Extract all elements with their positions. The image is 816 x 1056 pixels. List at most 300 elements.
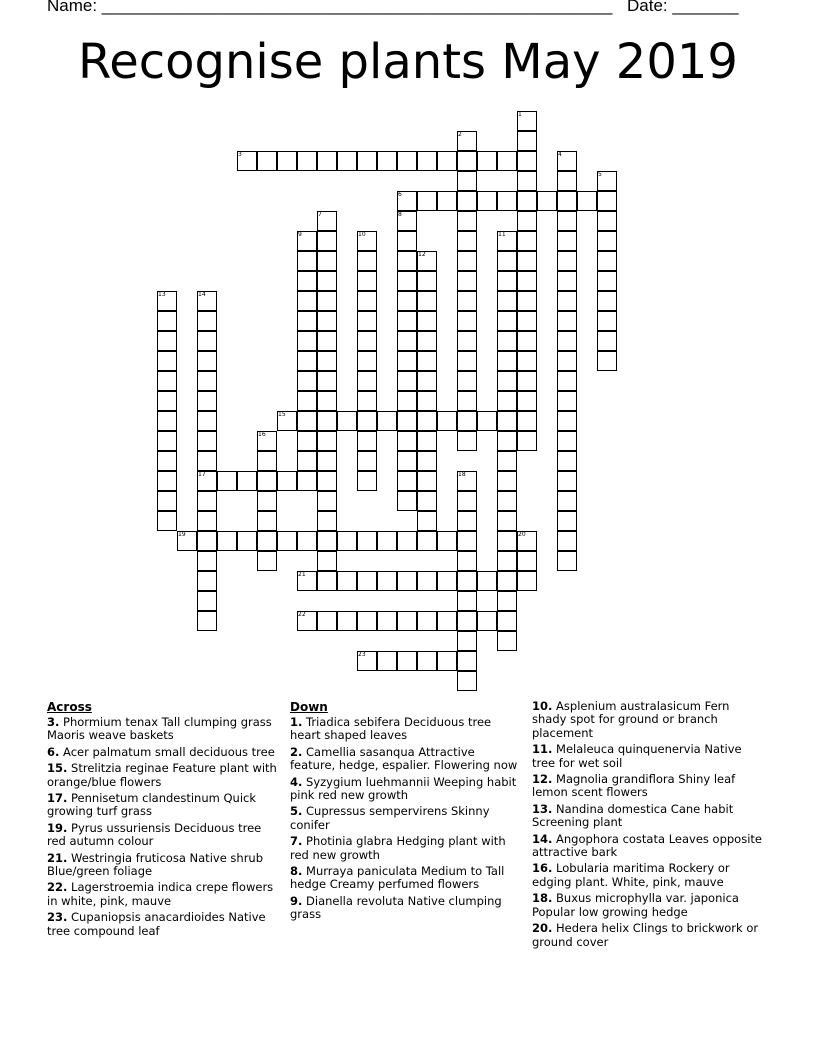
grid-cell[interactable] (297, 471, 317, 491)
grid-cell[interactable] (357, 371, 377, 391)
grid-cell[interactable] (417, 431, 437, 451)
clue-number-label: 12. (532, 772, 553, 787)
grid-cell[interactable] (357, 271, 377, 291)
grid-cell[interactable] (357, 251, 377, 271)
grid-cell[interactable] (337, 151, 357, 171)
grid-cell[interactable] (357, 411, 377, 431)
grid-cell[interactable] (477, 191, 497, 211)
grid-cell[interactable] (377, 411, 397, 431)
grid-cell[interactable] (397, 311, 417, 331)
grid-cell[interactable] (317, 491, 337, 511)
grid-cell[interactable] (557, 531, 577, 551)
clue-number-label: 4. (290, 774, 303, 789)
grid-cell[interactable] (357, 431, 377, 451)
down-clues (290, 700, 520, 925)
grid-cell[interactable] (357, 331, 377, 351)
grid-cell[interactable] (457, 631, 477, 651)
grid-cell[interactable] (417, 611, 437, 631)
grid-cell[interactable] (457, 251, 477, 271)
grid-cell[interactable] (317, 291, 337, 311)
clue-number-label: 6. (47, 744, 60, 759)
grid-cell[interactable] (417, 491, 437, 511)
grid-cell[interactable] (477, 151, 497, 171)
grid-cell[interactable] (397, 251, 417, 271)
clue-text: Cupaniopsis anacardioides Native tree compound leaf (47, 910, 266, 938)
grid-cell[interactable] (397, 231, 417, 251)
clue-text: Buxus microphylla var. japonica Popular low growing hedge (532, 891, 739, 919)
name-field-label[interactable]: Name: ______________________________________________________ (47, 0, 613, 15)
grid-cell[interactable] (317, 251, 337, 271)
grid-cell[interactable] (297, 531, 317, 551)
clue-number-label: 5. (290, 804, 303, 819)
grid-cell[interactable] (197, 351, 217, 371)
clue-number: 10 (358, 231, 366, 238)
grid-cell[interactable] (517, 151, 537, 171)
clue-number: 1 (518, 111, 522, 118)
grid-cell[interactable] (317, 551, 337, 571)
clue-number: 13 (158, 291, 166, 298)
clue-number: 23 (358, 651, 366, 658)
clue-text: Phormium tenax Tall clumping grass Maoris weave baskets (47, 715, 272, 743)
grid-cell[interactable] (337, 611, 357, 631)
grid-cell[interactable] (457, 591, 477, 611)
grid-cell[interactable] (557, 191, 577, 211)
grid-cell[interactable] (497, 431, 517, 451)
grid-cell[interactable] (417, 571, 437, 591)
clue-number: 11 (498, 231, 506, 238)
grid-cell[interactable] (417, 471, 437, 491)
grid-cell[interactable] (257, 451, 277, 471)
grid-cell[interactable] (437, 651, 457, 671)
clue-number: 12 (418, 251, 426, 258)
grid-cell[interactable] (357, 311, 377, 331)
grid-cell[interactable] (457, 551, 477, 571)
grid-cell[interactable] (377, 651, 397, 671)
grid-cell[interactable] (457, 311, 477, 331)
grid-cell[interactable] (297, 251, 317, 271)
across-heading: Across (47, 700, 92, 714)
clue-item (532, 833, 762, 860)
grid-cell[interactable] (457, 291, 477, 311)
grid-cell[interactable] (397, 371, 417, 391)
grid-cell[interactable] (437, 411, 457, 431)
grid-cell[interactable] (477, 571, 497, 591)
grid-cell[interactable] (457, 211, 477, 231)
grid-cell[interactable] (497, 411, 517, 431)
grid-cell[interactable] (397, 271, 417, 291)
grid-cell[interactable] (297, 311, 317, 331)
grid-cell[interactable] (197, 411, 217, 431)
grid-cell[interactable] (417, 451, 437, 471)
grid-cell[interactable] (557, 311, 577, 331)
grid-cell[interactable] (457, 511, 477, 531)
grid-cell[interactable] (397, 411, 417, 431)
grid-cell[interactable] (297, 431, 317, 451)
grid-cell[interactable] (517, 551, 537, 571)
clue-item (532, 892, 762, 919)
grid-cell[interactable] (297, 451, 317, 471)
grid-cell[interactable] (397, 471, 417, 491)
grid-cell[interactable] (517, 371, 537, 391)
clue-item (290, 865, 520, 892)
clue-text: Lobularia maritima Rockery or edging plant. White, pink, mauve (532, 861, 730, 889)
grid-cell[interactable] (317, 611, 337, 631)
clue-text: Strelitzia reginae Feature plant with orange/blue flowers (47, 761, 277, 789)
grid-cell[interactable] (497, 331, 517, 351)
grid-cell[interactable] (417, 351, 437, 371)
clue-number: 22 (298, 611, 306, 618)
grid-cell[interactable] (357, 571, 377, 591)
clue-number: 4 (558, 151, 562, 158)
grid-cell[interactable] (237, 471, 257, 491)
grid-cell[interactable] (257, 531, 277, 551)
grid-cell[interactable] (417, 371, 437, 391)
grid-cell[interactable] (497, 391, 517, 411)
grid-cell[interactable] (197, 311, 217, 331)
grid-cell[interactable] (317, 511, 337, 531)
grid-cell[interactable] (537, 191, 557, 211)
grid-cell[interactable] (497, 251, 517, 271)
grid-cell[interactable] (317, 471, 337, 491)
grid-cell[interactable] (357, 291, 377, 311)
grid-cell[interactable] (597, 311, 617, 331)
grid-cell[interactable] (517, 331, 537, 351)
grid-cell[interactable] (157, 471, 177, 491)
grid-cell[interactable] (557, 351, 577, 371)
clue-number-label: 17. (47, 791, 68, 806)
grid-cell[interactable] (557, 431, 577, 451)
grid-cell[interactable] (497, 551, 517, 571)
grid-cell[interactable] (197, 491, 217, 511)
grid-cell[interactable] (317, 531, 337, 551)
grid-cell[interactable] (497, 591, 517, 611)
grid-cell[interactable] (597, 271, 617, 291)
grid-cell[interactable] (557, 551, 577, 571)
grid-cell[interactable] (397, 651, 417, 671)
grid-cell[interactable] (497, 451, 517, 471)
grid-cell[interactable] (217, 531, 237, 551)
grid-cell[interactable] (517, 211, 537, 231)
grid-cell[interactable] (297, 411, 317, 431)
clue-item (290, 835, 520, 862)
grid-cell[interactable] (497, 191, 517, 211)
grid-cell[interactable] (417, 331, 437, 351)
grid-cell[interactable] (577, 191, 597, 211)
clue-text: Magnolia grandiflora Shiny leaf lemon scent flowers (532, 772, 736, 800)
grid-cell[interactable] (157, 491, 177, 511)
clue-number-label: 20. (532, 921, 553, 936)
grid-cell[interactable] (257, 491, 277, 511)
grid-cell[interactable] (317, 371, 337, 391)
date-field-label[interactable]: Date: _______ (627, 0, 739, 15)
grid-cell[interactable] (517, 571, 537, 591)
clue-number-label: 8. (290, 864, 303, 879)
grid-cell[interactable] (397, 291, 417, 311)
grid-cell[interactable] (477, 411, 497, 431)
grid-cell[interactable] (417, 651, 437, 671)
grid-cell[interactable] (317, 151, 337, 171)
grid-cell[interactable] (277, 471, 297, 491)
grid-cell[interactable] (297, 271, 317, 291)
grid-cell[interactable] (397, 151, 417, 171)
grid-cell[interactable] (397, 451, 417, 471)
clue-number-label: 3. (47, 715, 60, 729)
grid-cell[interactable] (417, 151, 437, 171)
clue-number-label: 13. (532, 801, 553, 816)
grid-cell[interactable] (437, 571, 457, 591)
clue-number-label: 1. (290, 715, 303, 729)
grid-cell[interactable] (517, 251, 537, 271)
grid-cell[interactable] (397, 571, 417, 591)
grid-cell[interactable] (237, 531, 257, 551)
grid-cell[interactable] (497, 371, 517, 391)
grid-cell[interactable] (557, 231, 577, 251)
grid-cell[interactable] (197, 391, 217, 411)
grid-cell[interactable] (357, 391, 377, 411)
grid-cell[interactable] (517, 431, 537, 451)
grid-cell[interactable] (337, 571, 357, 591)
grid-cell[interactable] (457, 191, 477, 211)
grid-cell[interactable] (437, 151, 457, 171)
grid-cell[interactable] (257, 151, 277, 171)
grid-cell[interactable] (597, 211, 617, 231)
grid-cell[interactable] (377, 151, 397, 171)
grid-cell[interactable] (457, 351, 477, 371)
grid-cell[interactable] (517, 271, 537, 291)
grid-cell[interactable] (297, 331, 317, 351)
grid-cell[interactable] (497, 351, 517, 371)
grid-cell[interactable] (417, 531, 437, 551)
grid-cell[interactable] (157, 411, 177, 431)
grid-cell[interactable] (197, 511, 217, 531)
grid-cell[interactable] (397, 391, 417, 411)
grid-cell[interactable] (317, 571, 337, 591)
grid-cell[interactable] (557, 411, 577, 431)
grid-cell[interactable] (517, 311, 537, 331)
grid-cell[interactable] (497, 611, 517, 631)
grid-cell[interactable] (397, 431, 417, 451)
grid-cell[interactable] (457, 151, 477, 171)
grid-cell[interactable] (557, 391, 577, 411)
grid-cell[interactable] (297, 351, 317, 371)
grid-cell[interactable] (197, 331, 217, 351)
grid-cell[interactable] (597, 331, 617, 351)
grid-cell[interactable] (417, 311, 437, 331)
grid-cell[interactable] (557, 511, 577, 531)
grid-cell[interactable] (217, 471, 237, 491)
clue-text: Westringia fruticosa Native shrub Blue/green foliage (47, 850, 264, 879)
grid-cell[interactable] (457, 491, 477, 511)
grid-cell[interactable] (597, 231, 617, 251)
clue-number-label: 23. (47, 910, 68, 925)
grid-cell[interactable] (517, 171, 537, 191)
grid-cell[interactable] (497, 291, 517, 311)
grid-cell[interactable] (397, 611, 417, 631)
clue-item (47, 911, 277, 938)
grid-cell[interactable] (417, 291, 437, 311)
grid-cell[interactable] (437, 611, 457, 631)
grid-cell[interactable] (357, 151, 377, 171)
grid-cell[interactable] (497, 471, 517, 491)
grid-cell[interactable] (157, 511, 177, 531)
grid-cell[interactable] (557, 291, 577, 311)
clue-item (290, 805, 520, 832)
clue-item (290, 895, 520, 922)
grid-cell[interactable] (457, 271, 477, 291)
grid-cell[interactable] (517, 411, 537, 431)
grid-cell[interactable] (397, 531, 417, 551)
grid-cell[interactable] (457, 171, 477, 191)
grid-cell[interactable] (317, 351, 337, 371)
grid-cell[interactable] (437, 531, 457, 551)
grid-cell[interactable] (497, 531, 517, 551)
grid-cell[interactable] (557, 331, 577, 351)
grid-cell[interactable] (397, 331, 417, 351)
clue-text: Pyrus ussuriensis Deciduous tree red autumn colour (47, 820, 262, 849)
grid-cell[interactable] (357, 531, 377, 551)
grid-cell[interactable] (457, 531, 477, 551)
grid-cell[interactable] (497, 311, 517, 331)
grid-cell[interactable] (457, 391, 477, 411)
grid-cell[interactable] (557, 171, 577, 191)
grid-cell[interactable] (517, 191, 537, 211)
grid-cell[interactable] (157, 311, 177, 331)
clue-number-label: 2. (290, 744, 303, 759)
grid-cell[interactable] (197, 551, 217, 571)
grid-cell[interactable] (557, 471, 577, 491)
grid-cell[interactable] (417, 271, 437, 291)
grid-cell[interactable] (497, 571, 517, 591)
grid-cell[interactable] (157, 371, 177, 391)
grid-cell[interactable] (597, 351, 617, 371)
grid-cell[interactable] (597, 291, 617, 311)
grid-cell[interactable] (157, 351, 177, 371)
grid-cell[interactable] (197, 431, 217, 451)
grid-cell[interactable] (557, 491, 577, 511)
grid-cell[interactable] (457, 371, 477, 391)
grid-cell[interactable] (157, 451, 177, 471)
grid-cell[interactable] (197, 591, 217, 611)
clue-number-label: 15. (47, 761, 68, 776)
grid-cell[interactable] (337, 531, 357, 551)
grid-cell[interactable] (597, 251, 617, 271)
grid-cell[interactable] (157, 391, 177, 411)
grid-cell[interactable] (457, 331, 477, 351)
grid-cell[interactable] (377, 571, 397, 591)
grid-cell[interactable] (297, 391, 317, 411)
grid-cell[interactable] (497, 271, 517, 291)
clue-item (532, 922, 762, 949)
grid-cell[interactable] (417, 511, 437, 531)
grid-cell[interactable] (517, 131, 537, 151)
grid-cell[interactable] (437, 191, 457, 211)
grid-cell[interactable] (157, 331, 177, 351)
grid-cell[interactable] (257, 551, 277, 571)
clue-number-label: 10. (532, 699, 553, 713)
clue-number: 7 (318, 211, 322, 218)
grid-cell[interactable] (297, 291, 317, 311)
grid-cell[interactable] (517, 231, 537, 251)
grid-cell[interactable] (377, 611, 397, 631)
grid-cell[interactable] (517, 291, 537, 311)
grid-cell[interactable] (357, 451, 377, 471)
grid-cell[interactable] (257, 471, 277, 491)
grid-cell[interactable] (357, 471, 377, 491)
grid-cell[interactable] (497, 511, 517, 531)
grid-cell[interactable] (557, 371, 577, 391)
grid-cell[interactable] (557, 271, 577, 291)
grid-cell[interactable] (457, 231, 477, 251)
grid-cell[interactable] (257, 511, 277, 531)
grid-cell[interactable] (337, 411, 357, 431)
grid-cell[interactable] (317, 411, 337, 431)
down-heading: Down (290, 700, 328, 714)
clue-number: 18 (458, 471, 466, 478)
grid-cell[interactable] (197, 611, 217, 631)
clue-text: Acer palmatum small deciduous tree (59, 744, 275, 759)
clue-item (532, 743, 762, 770)
grid-cell[interactable] (297, 151, 317, 171)
grid-cell[interactable] (417, 411, 437, 431)
grid-cell[interactable] (277, 151, 297, 171)
clue-number-label: 21. (47, 850, 68, 865)
grid-cell[interactable] (557, 451, 577, 471)
grid-cell[interactable] (317, 311, 337, 331)
grid-cell[interactable] (557, 211, 577, 231)
grid-cell[interactable] (477, 611, 497, 631)
clue-number: 21 (298, 571, 306, 578)
grid-cell[interactable] (497, 631, 517, 651)
clue-item (532, 803, 762, 830)
grid-cell[interactable] (457, 671, 477, 691)
grid-cell[interactable] (297, 371, 317, 391)
clue-text: Cupressus sempervirens Skinny conifer (290, 804, 490, 832)
grid-cell[interactable] (457, 411, 477, 431)
grid-cell[interactable] (317, 451, 337, 471)
grid-cell[interactable] (397, 351, 417, 371)
grid-cell[interactable] (557, 251, 577, 271)
grid-cell[interactable] (197, 571, 217, 591)
grid-cell[interactable] (417, 191, 437, 211)
grid-cell[interactable] (497, 491, 517, 511)
grid-cell[interactable] (377, 531, 397, 551)
grid-cell[interactable] (397, 491, 417, 511)
grid-cell[interactable] (317, 271, 337, 291)
grid-cell[interactable] (457, 571, 477, 591)
grid-cell[interactable] (317, 331, 337, 351)
grid-cell[interactable] (597, 191, 617, 211)
grid-cell[interactable] (317, 391, 337, 411)
grid-cell[interactable] (457, 431, 477, 451)
grid-cell[interactable] (357, 351, 377, 371)
grid-cell[interactable] (497, 151, 517, 171)
grid-cell[interactable] (457, 651, 477, 671)
grid-cell[interactable] (197, 371, 217, 391)
grid-cell[interactable] (197, 531, 217, 551)
grid-cell[interactable] (517, 391, 537, 411)
grid-cell[interactable] (157, 431, 177, 451)
grid-cell[interactable] (517, 351, 537, 371)
clue-item (47, 792, 277, 819)
grid-cell[interactable] (197, 451, 217, 471)
grid-cell[interactable] (457, 611, 477, 631)
clue-number-label: 16. (532, 861, 553, 876)
grid-cell[interactable] (317, 231, 337, 251)
grid-cell[interactable] (357, 611, 377, 631)
grid-cell[interactable] (317, 431, 337, 451)
grid-cell[interactable] (417, 391, 437, 411)
grid-cell[interactable] (277, 531, 297, 551)
